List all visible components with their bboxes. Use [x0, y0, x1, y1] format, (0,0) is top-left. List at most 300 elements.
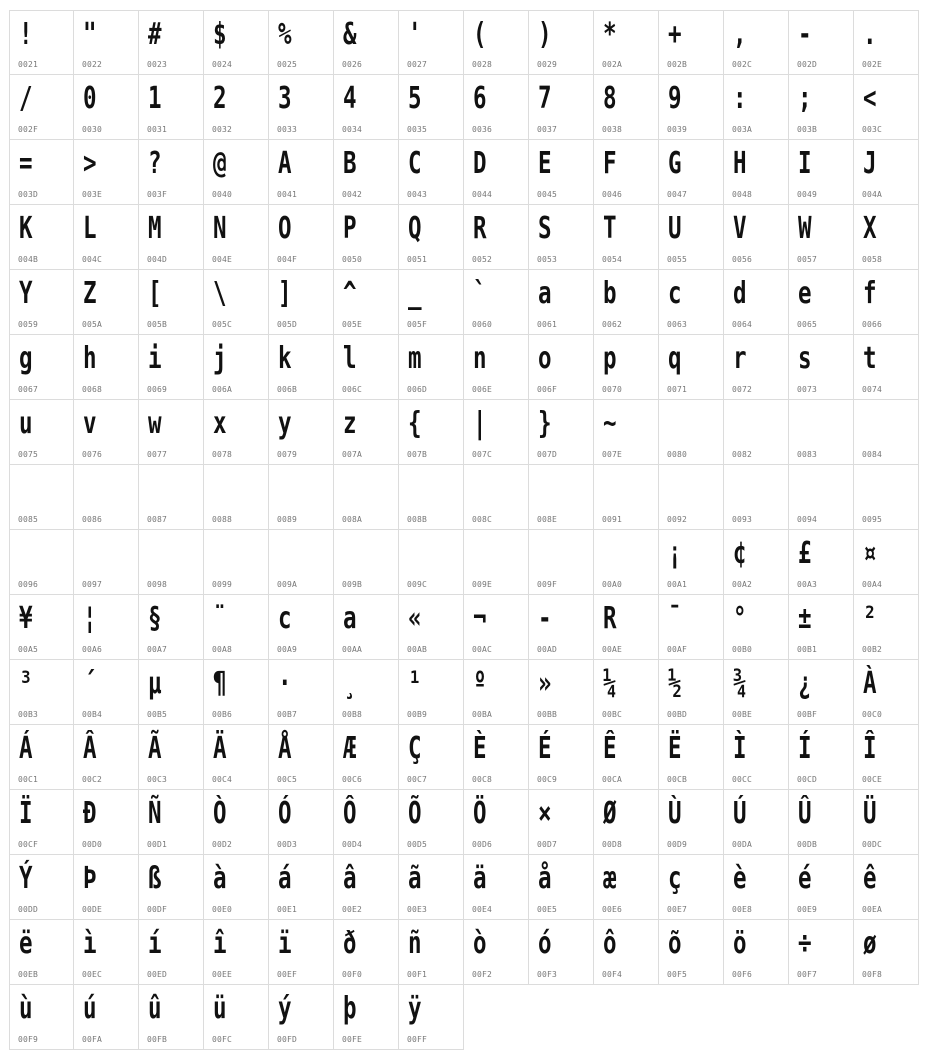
glyph-cell	[9, 595, 74, 660]
glyph-character: c	[668, 276, 682, 311]
glyph-cell	[399, 985, 464, 1050]
glyph-cell	[724, 75, 789, 140]
glyph-cell	[724, 205, 789, 270]
glyph-character: ~	[603, 406, 617, 441]
glyph-codepoint: 0061	[537, 320, 558, 329]
glyph-codepoint: 00AE	[602, 645, 623, 654]
glyph-character: D	[473, 146, 487, 181]
glyph-codepoint: 002A	[602, 60, 623, 69]
glyph-codepoint: 00CF	[18, 840, 39, 849]
glyph-cell	[464, 660, 529, 725]
glyph-character: ]	[278, 276, 292, 311]
glyph-codepoint: 0095	[862, 515, 883, 524]
glyph-cell	[204, 985, 269, 1050]
glyph-character: *	[603, 17, 617, 52]
glyph-character: #	[148, 17, 162, 52]
glyph-codepoint: 0044	[472, 190, 493, 199]
glyph-codepoint: 0028	[472, 60, 493, 69]
glyph-character: A	[278, 146, 292, 181]
glyph-codepoint: 00BD	[667, 710, 688, 719]
glyph-codepoint: 00D6	[472, 840, 493, 849]
glyph-codepoint: 00E4	[472, 905, 493, 914]
glyph-codepoint: 0064	[732, 320, 753, 329]
glyph-codepoint: 0031	[147, 125, 168, 134]
glyph-cell	[789, 920, 854, 985]
glyph-codepoint: 002B	[667, 60, 688, 69]
glyph-character: ô	[603, 926, 617, 961]
glyph-codepoint: 00E0	[212, 905, 233, 914]
glyph-cell	[74, 985, 139, 1050]
glyph-cell	[269, 660, 334, 725]
glyph-character: f	[863, 276, 877, 311]
glyph-character: :	[733, 81, 747, 116]
glyph-cell	[9, 270, 74, 335]
glyph-character: U	[668, 211, 682, 246]
glyph-codepoint: 00C3	[147, 775, 168, 784]
glyph-cell	[529, 75, 594, 140]
glyph-cell	[659, 270, 724, 335]
glyph-codepoint: 00E7	[667, 905, 688, 914]
glyph-codepoint: 00F1	[407, 970, 428, 979]
glyph-codepoint: 0024	[212, 60, 233, 69]
glyph-grid	[9, 10, 919, 1050]
glyph-codepoint: 00F5	[667, 970, 688, 979]
glyph-character: â	[343, 861, 357, 896]
glyph-character: ç	[668, 861, 682, 896]
glyph-cell	[594, 205, 659, 270]
glyph-cell	[399, 205, 464, 270]
glyph-character: 3	[278, 81, 292, 116]
glyph-character: E	[538, 146, 552, 181]
glyph-character: O	[278, 211, 292, 246]
glyph-cell	[659, 660, 724, 725]
glyph-codepoint: 00E6	[602, 905, 623, 914]
glyph-cell	[269, 855, 334, 920]
glyph-codepoint: 00D0	[82, 840, 103, 849]
glyph-character: G	[668, 146, 682, 181]
glyph-cell	[269, 335, 334, 400]
glyph-cell	[74, 335, 139, 400]
glyph-cell	[529, 10, 594, 75]
glyph-codepoint: 0034	[342, 125, 363, 134]
glyph-codepoint: 00FF	[407, 1035, 428, 1044]
glyph-cell	[269, 725, 334, 790]
glyph-codepoint: 00A7	[147, 645, 168, 654]
glyph-character: ¯	[668, 601, 682, 636]
glyph-codepoint: 0097	[82, 580, 103, 589]
glyph-codepoint: 003E	[82, 190, 103, 199]
glyph-cell	[464, 530, 529, 595]
glyph-codepoint: 006E	[472, 385, 493, 394]
glyph-character: ¸	[343, 666, 357, 701]
glyph-character: 2	[213, 81, 227, 116]
glyph-cell	[724, 400, 789, 465]
glyph-character: v	[83, 406, 97, 441]
glyph-codepoint: 00EB	[18, 970, 39, 979]
glyph-character: +	[668, 17, 682, 52]
glyph-cell	[594, 335, 659, 400]
glyph-character: ú	[83, 991, 97, 1026]
glyph-codepoint: 00AA	[342, 645, 363, 654]
glyph-cell	[854, 270, 919, 335]
glyph-cell	[659, 855, 724, 920]
glyph-character: {	[408, 406, 422, 441]
glyph-character: =	[19, 146, 33, 181]
glyph-codepoint: 0096	[18, 580, 39, 589]
glyph-character: Y	[19, 276, 33, 311]
glyph-codepoint: 0046	[602, 190, 623, 199]
glyph-codepoint: 0079	[277, 450, 298, 459]
glyph-character: À	[863, 666, 877, 701]
glyph-cell	[139, 10, 204, 75]
glyph-codepoint: 002E	[862, 60, 883, 69]
glyph-cell	[594, 10, 659, 75]
glyph-cell	[269, 595, 334, 660]
glyph-cell	[529, 335, 594, 400]
glyph-cell	[594, 855, 659, 920]
glyph-cell	[464, 400, 529, 465]
glyph-character: ï	[278, 926, 292, 961]
glyph-character: B	[343, 146, 357, 181]
glyph-character: 4	[343, 81, 357, 116]
glyph-cell	[399, 790, 464, 855]
glyph-cell	[74, 595, 139, 660]
glyph-cell	[269, 205, 334, 270]
glyph-codepoint: 00C8	[472, 775, 493, 784]
glyph-cell	[724, 920, 789, 985]
glyph-character: Ç	[408, 731, 422, 766]
glyph-cell	[464, 205, 529, 270]
glyph-character: ý	[278, 991, 292, 1026]
glyph-codepoint: 0037	[537, 125, 558, 134]
glyph-cell	[594, 530, 659, 595]
glyph-cell	[204, 855, 269, 920]
glyph-codepoint: 00C4	[212, 775, 233, 784]
glyph-character: }	[538, 406, 552, 441]
glyph-codepoint: 0025	[277, 60, 298, 69]
glyph-cell	[204, 140, 269, 205]
glyph-codepoint: 0076	[82, 450, 103, 459]
glyph-cell	[334, 465, 399, 530]
glyph-codepoint: 00C5	[277, 775, 298, 784]
glyph-cell	[74, 790, 139, 855]
glyph-cell	[659, 595, 724, 660]
glyph-codepoint: 00E8	[732, 905, 753, 914]
glyph-cell	[9, 140, 74, 205]
glyph-cell	[659, 790, 724, 855]
glyph-cell	[594, 465, 659, 530]
glyph-character: ì	[83, 926, 97, 961]
glyph-character: n	[473, 341, 487, 376]
glyph-codepoint: 007A	[342, 450, 363, 459]
glyph-character: ^	[343, 276, 357, 311]
glyph-codepoint: 0029	[537, 60, 558, 69]
glyph-character: j	[213, 341, 227, 376]
glyph-cell	[529, 660, 594, 725]
glyph-character: à	[213, 861, 227, 896]
glyph-character: a	[343, 601, 357, 636]
glyph-codepoint: 00CE	[862, 775, 883, 784]
glyph-character: Æ	[343, 731, 357, 766]
glyph-character: ¹	[408, 666, 422, 701]
glyph-codepoint: 0073	[797, 385, 818, 394]
glyph-character: J	[863, 146, 877, 181]
glyph-cell	[139, 400, 204, 465]
glyph-codepoint: 009C	[407, 580, 428, 589]
glyph-codepoint: 00CB	[667, 775, 688, 784]
glyph-codepoint: 004C	[82, 255, 103, 264]
glyph-character: °	[733, 601, 747, 636]
glyph-character: 6	[473, 81, 487, 116]
glyph-cell	[9, 465, 74, 530]
glyph-character: ·	[278, 666, 292, 701]
glyph-cell	[74, 400, 139, 465]
glyph-cell	[204, 920, 269, 985]
glyph-cell	[74, 205, 139, 270]
glyph-cell	[464, 855, 529, 920]
glyph-character: µ	[148, 666, 162, 701]
glyph-codepoint: 0057	[797, 255, 818, 264]
glyph-character: º	[473, 666, 487, 701]
glyph-cell	[204, 790, 269, 855]
glyph-codepoint: 00AD	[537, 645, 558, 654]
glyph-codepoint: 002F	[18, 125, 39, 134]
glyph-character: b	[603, 276, 617, 311]
glyph-character: Ø	[603, 796, 617, 831]
glyph-codepoint: 009F	[537, 580, 558, 589]
glyph-cell	[529, 205, 594, 270]
glyph-cell	[854, 140, 919, 205]
glyph-codepoint: 0047	[667, 190, 688, 199]
glyph-codepoint: 00FA	[82, 1035, 103, 1044]
glyph-character: Ï	[19, 796, 33, 831]
glyph-codepoint: 008C	[472, 515, 493, 524]
glyph-cell	[854, 530, 919, 595]
glyph-character: i	[148, 341, 162, 376]
glyph-codepoint: 00D8	[602, 840, 623, 849]
glyph-cell	[724, 595, 789, 660]
glyph-character: Â	[83, 731, 97, 766]
glyph-codepoint: 004B	[18, 255, 39, 264]
glyph-cell	[9, 725, 74, 790]
glyph-cell	[659, 400, 724, 465]
glyph-cell	[724, 790, 789, 855]
glyph-character: m	[408, 341, 422, 376]
glyph-cell	[594, 790, 659, 855]
glyph-cell	[74, 140, 139, 205]
glyph-codepoint: 005F	[407, 320, 428, 329]
glyph-character: ¡	[668, 536, 682, 571]
glyph-cell	[204, 660, 269, 725]
glyph-character: L	[83, 211, 97, 246]
glyph-character: "	[83, 17, 97, 52]
glyph-cell	[399, 400, 464, 465]
glyph-codepoint: 00A6	[82, 645, 103, 654]
glyph-character: ¨	[213, 601, 227, 636]
glyph-codepoint: 0049	[797, 190, 818, 199]
glyph-cell	[139, 855, 204, 920]
glyph-codepoint: 0053	[537, 255, 558, 264]
glyph-character: 7	[538, 81, 552, 116]
glyph-cell	[464, 790, 529, 855]
glyph-character: e	[798, 276, 812, 311]
glyph-codepoint: 0030	[82, 125, 103, 134]
glyph-cell	[139, 75, 204, 140]
glyph-cell	[724, 855, 789, 920]
glyph-character: ß	[148, 861, 162, 896]
glyph-cell	[9, 985, 74, 1050]
glyph-codepoint: 00B0	[732, 645, 753, 654]
glyph-codepoint: 00D1	[147, 840, 168, 849]
glyph-codepoint: 0071	[667, 385, 688, 394]
glyph-character: d	[733, 276, 747, 311]
glyph-cell	[9, 75, 74, 140]
glyph-character: Ä	[213, 731, 227, 766]
glyph-codepoint: 003D	[18, 190, 39, 199]
glyph-codepoint: 00B9	[407, 710, 428, 719]
glyph-codepoint: 0085	[18, 515, 39, 524]
glyph-codepoint: 0091	[602, 515, 623, 524]
glyph-cell	[854, 400, 919, 465]
glyph-cell	[464, 10, 529, 75]
glyph-cell	[789, 595, 854, 660]
glyph-character: t	[863, 341, 877, 376]
glyph-codepoint: 0068	[82, 385, 103, 394]
glyph-cell	[139, 660, 204, 725]
glyph-cell	[789, 855, 854, 920]
glyph-character: Î	[863, 731, 877, 766]
glyph-character: [	[148, 276, 162, 311]
glyph-cell	[464, 465, 529, 530]
glyph-cell	[594, 400, 659, 465]
glyph-codepoint: 00F8	[862, 970, 883, 979]
glyph-cell	[789, 790, 854, 855]
glyph-character: 1	[148, 81, 162, 116]
glyph-character: ù	[19, 991, 33, 1026]
glyph-cell	[854, 920, 919, 985]
glyph-character: h	[83, 341, 97, 376]
glyph-cell	[334, 985, 399, 1050]
glyph-character: Þ	[83, 861, 97, 896]
glyph-codepoint: 00C1	[18, 775, 39, 784]
glyph-codepoint: 006B	[277, 385, 298, 394]
glyph-cell	[789, 270, 854, 335]
glyph-codepoint: 00FE	[342, 1035, 363, 1044]
glyph-character: P	[343, 211, 357, 246]
glyph-character: q	[668, 341, 682, 376]
glyph-codepoint: 005B	[147, 320, 168, 329]
glyph-cell	[399, 530, 464, 595]
glyph-character: ø	[863, 926, 877, 961]
glyph-cell	[529, 855, 594, 920]
glyph-character: !	[19, 17, 33, 52]
glyph-character: Ê	[603, 731, 617, 766]
glyph-character: É	[538, 731, 552, 766]
glyph-cell	[269, 530, 334, 595]
glyph-character: ä	[473, 861, 487, 896]
glyph-codepoint: 00E9	[797, 905, 818, 914]
glyph-character: »	[538, 666, 552, 701]
glyph-codepoint: 0093	[732, 515, 753, 524]
glyph-codepoint: 004A	[862, 190, 883, 199]
glyph-cell	[464, 270, 529, 335]
glyph-codepoint: 0043	[407, 190, 428, 199]
glyph-character: ñ	[408, 926, 422, 961]
glyph-character: ÷	[798, 926, 812, 961]
glyph-character: F	[603, 146, 617, 181]
glyph-cell	[334, 335, 399, 400]
glyph-codepoint: 003F	[147, 190, 168, 199]
glyph-cell	[854, 465, 919, 530]
glyph-cell	[334, 725, 399, 790]
glyph-cell	[854, 660, 919, 725]
glyph-cell	[334, 920, 399, 985]
glyph-cell	[529, 140, 594, 205]
glyph-codepoint: 00FD	[277, 1035, 298, 1044]
glyph-character: ö	[733, 926, 747, 961]
glyph-character: Í	[798, 731, 812, 766]
glyph-cell	[204, 205, 269, 270]
glyph-character: Ù	[668, 796, 682, 831]
glyph-codepoint: 007C	[472, 450, 493, 459]
glyph-cell	[594, 725, 659, 790]
glyph-character: u	[19, 406, 33, 441]
glyph-cell	[74, 660, 139, 725]
glyph-codepoint: 00BB	[537, 710, 558, 719]
glyph-codepoint: 00B7	[277, 710, 298, 719]
glyph-codepoint: 00EA	[862, 905, 883, 914]
glyph-cell	[74, 530, 139, 595]
glyph-cell	[659, 335, 724, 400]
glyph-codepoint: 0054	[602, 255, 623, 264]
glyph-character: 9	[668, 81, 682, 116]
glyph-codepoint: 00C2	[82, 775, 103, 784]
glyph-cell	[139, 595, 204, 660]
glyph-cell	[9, 400, 74, 465]
glyph-character: y	[278, 406, 292, 441]
glyph-codepoint: 0060	[472, 320, 493, 329]
glyph-cell	[399, 660, 464, 725]
glyph-codepoint: 00F9	[18, 1035, 39, 1044]
glyph-codepoint: 00FB	[147, 1035, 168, 1044]
glyph-cell	[334, 270, 399, 335]
glyph-character: ¤	[863, 536, 877, 571]
glyph-character: .	[863, 17, 877, 52]
glyph-character: õ	[668, 926, 682, 961]
glyph-cell	[659, 920, 724, 985]
glyph-cell	[529, 465, 594, 530]
glyph-cell	[204, 10, 269, 75]
glyph-codepoint: 00C7	[407, 775, 428, 784]
glyph-codepoint: 005D	[277, 320, 298, 329]
glyph-codepoint: 00A2	[732, 580, 753, 589]
glyph-codepoint: 00BC	[602, 710, 623, 719]
glyph-cell	[74, 270, 139, 335]
glyph-codepoint: 00BA	[472, 710, 493, 719]
glyph-codepoint: 0092	[667, 515, 688, 524]
glyph-codepoint: 00D3	[277, 840, 298, 849]
glyph-codepoint: 0070	[602, 385, 623, 394]
glyph-character: è	[733, 861, 747, 896]
glyph-cell	[854, 335, 919, 400]
glyph-character: ×	[538, 796, 552, 831]
glyph-cell	[399, 725, 464, 790]
glyph-codepoint: 00C6	[342, 775, 363, 784]
glyph-codepoint: 00A8	[212, 645, 233, 654]
glyph-character: Ó	[278, 796, 292, 831]
glyph-character: ð	[343, 926, 357, 961]
glyph-codepoint: 0036	[472, 125, 493, 134]
